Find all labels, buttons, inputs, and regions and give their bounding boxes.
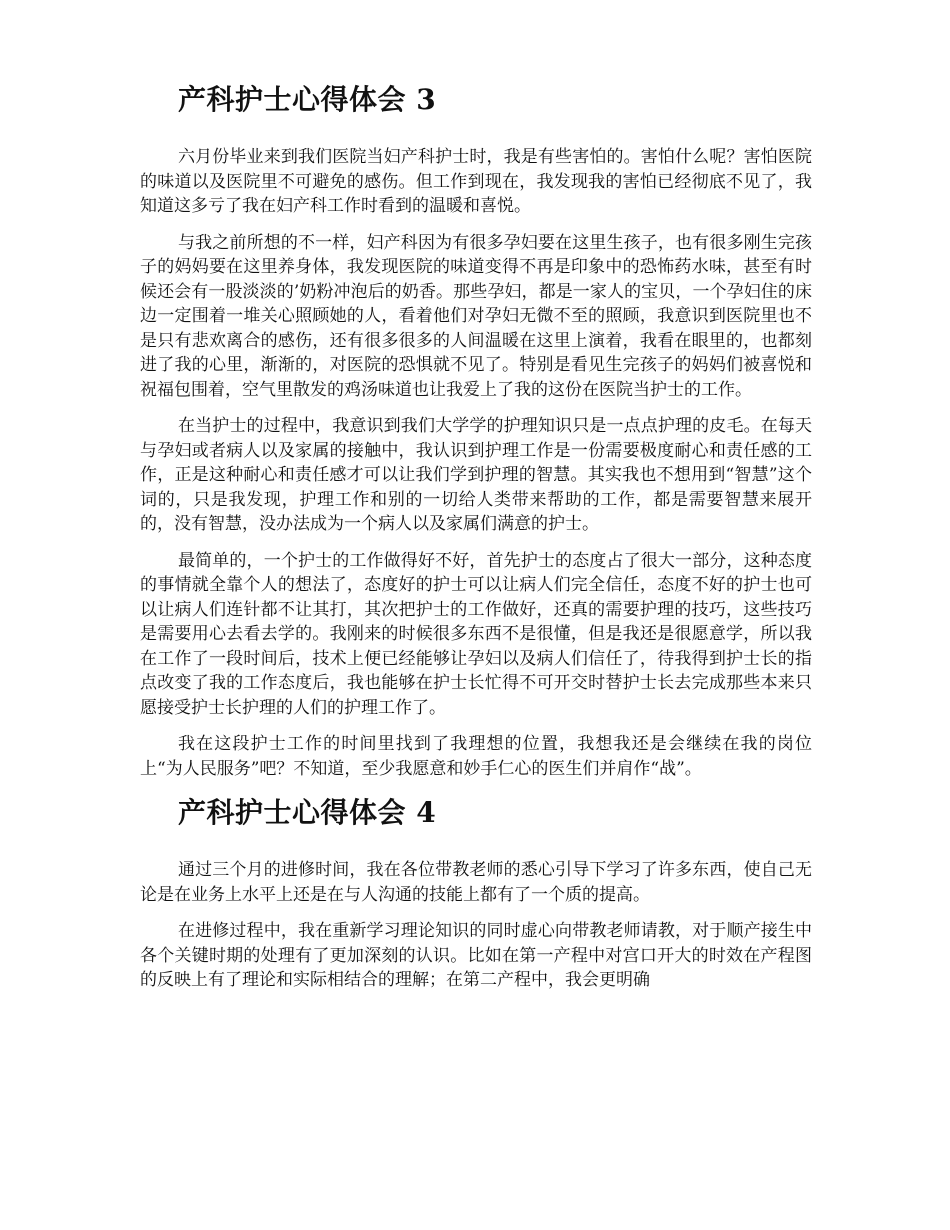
- paragraph: 通过三个月的进修时间，我在各位带教老师的悉心引导下学习了许多东西，使自己无论是在业务上水平上还是在与人沟通的技能上都有了一个质的提高。: [140, 860, 812, 905]
- paragraph: 最简单的，一个护士的工作做得好不好，首先护士的态度占了很大一部分，这种态度的事情就全靠个人的想法了，态度好的护士可以让病人们完全信任，态度不好的护士也可以让病人们连针都不让其打，其次把护士的工作做好，还真的需要护理的技巧，这些技巧是需要用心去看去学的。我刚来的时候很多东西不是很懂，但是我还是很愿意学，所以我在工作了一段时间后，技术上便已经能够让孕妇以及病人们信任了，待我得到护士长的指点改变了我的工作态度后，我也能够在护士长忙得不可开交时替护士长去完成那些本来只愿接受护士长护理的人们的护理工作了。: [140, 550, 812, 718]
- section-title: 产科护士心得体会 3: [178, 83, 437, 116]
- document-content: [140, 80, 812, 1005]
- paragraph: 与我之前所想的不一样，妇产科因为有很多孕妇要在这里生孩子，也有很多刚生完孩子的妈妈要在这里养身体，我发现医院的味道变得不再是印象中的恐怖药水味，甚至有时候还会有一股淡淡的’奶粉冲泡后的奶香。那些孕妇，都是一家人的宝贝，一个孕妇住的床边一定围着一堆关心照顾她的人，看着他们对孕妇无微不至的照顾，我意识到医院里也不是只有悲欢离合的感伤，还有很多很多的人间温暖在这里上演着，我看在眼里的，也都刻进了我的心里，渐渐的，对医院的恐惧就不见了。特别是看见生完孩子的妈妈们被喜悦和祝福包围着，空气里散发的鸡汤味道也让我爱上了我的这份在医院当护士的工作。: [140, 232, 812, 400]
- paragraph: 六月份毕业来到我们医院当妇产科护士时，我是有些害怕的。害怕什么呢？害怕医院的味道以及医院里不可避免的感伤。但工作到现在，我发现我的害怕已经彻底不见了，我知道这多亏了我在妇产科工作时看到的温暖和喜悦。: [140, 147, 812, 216]
- paragraph: 在当护士的过程中，我意识到我们大学学的护理知识只是一点点护理的皮毛。在每天与孕妇或者病人以及家属的接触中，我认识到护理工作是一份需要极度耐心和责任感的工作，正是这种耐心和责任感才可以让我们学到护理的智慧。其实我也不想用到“智慧”这个词的，只是我发现，护理工作和别的一切给人类带来帮助的工作，都是需要智慧来展开的，没有智慧，没办法成为一个病人以及家属们满意的护士。: [140, 416, 812, 534]
- paragraph: 我在这段护士工作的时间里找到了我理想的位置，我想我还是会继续在我的岗位上“为人民服务”吧？不知道，至少我愿意和妙手仁心的医生们并肩作“战”。: [140, 734, 812, 779]
- paragraph: 在进修过程中，我在重新学习理论知识的同时虚心向带教老师请教，对于顺产接生中各个关键时期的处理有了更加深刻的认识。比如在第一产程中对宫口开大的时效在产程图的反映上有了理论和实际相结合的理解；在第二产程中，我会更明确: [140, 921, 812, 990]
- section-title: 产科护士心得体会 4: [178, 796, 437, 829]
